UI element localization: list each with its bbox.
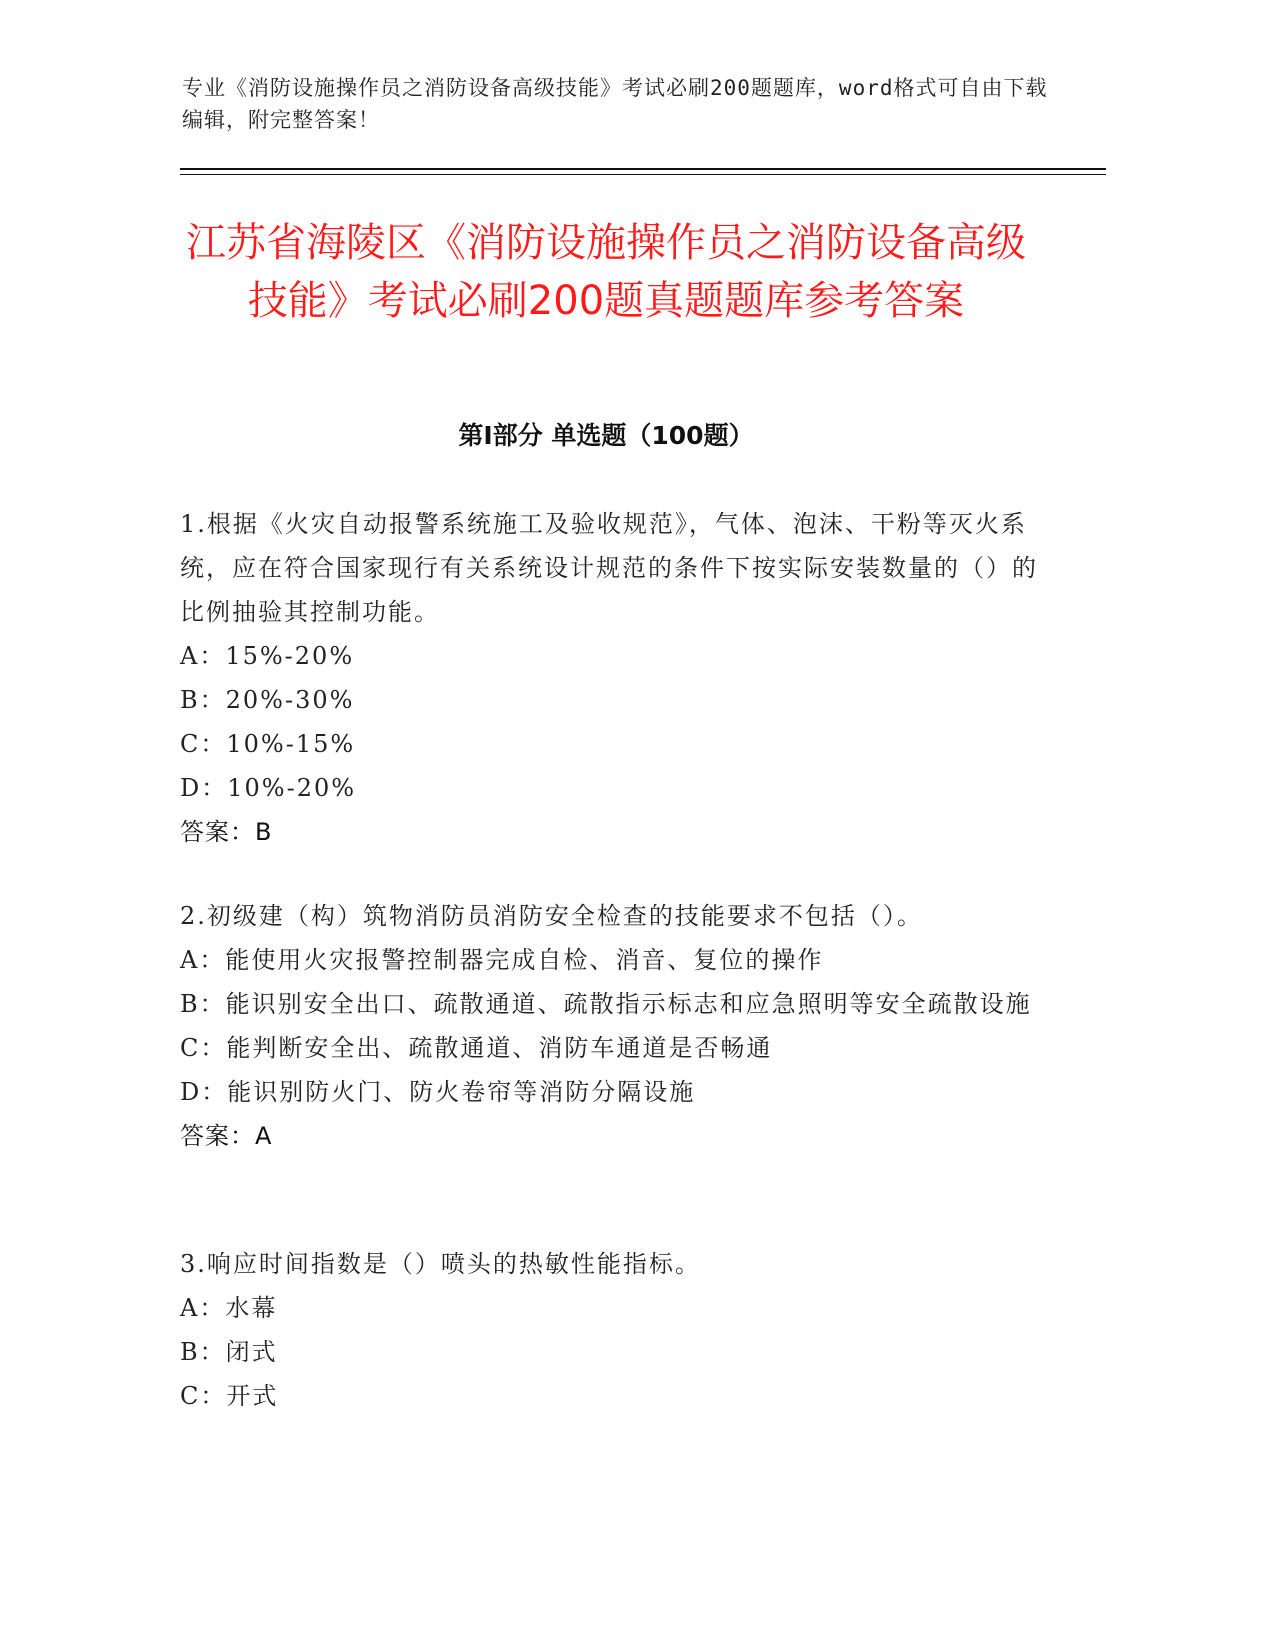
option-b: B：20%-30% [180, 686, 355, 714]
option-b: B：能识别安全出口、疏散通道、疏散指示标志和应急照明等安全疏散设施 [180, 990, 1032, 1018]
header-divider-thick [180, 168, 1106, 170]
question-stem: 2.初级建（构）筑物消防员消防安全检查的技能要求不包括（）。 [180, 902, 923, 930]
answer: 答案：B [180, 818, 273, 846]
question-3 [180, 1242, 1040, 1418]
document-title: 江苏省海陵区《消防设施操作员之消防设备高级技能》考试必刷200题真题题库参考答案 [186, 220, 1026, 324]
header-note: 专业《消防设施操作员之消防设备高级技能》考试必刷200题题库，word格式可自由下载编辑，附完整答案！ [182, 76, 1048, 132]
option-b: B：闭式 [180, 1338, 278, 1366]
question-stem: 3.响应时间指数是（）喷头的热敏性能指标。 [180, 1250, 701, 1278]
question-1 [180, 502, 1040, 854]
option-a: A：水幕 [180, 1294, 278, 1322]
option-a: A：能使用火灾报警控制器完成自检、消音、复位的操作 [180, 946, 824, 974]
section-title: 第I部分 单选题（100题） [458, 421, 754, 450]
header-divider-thin [180, 174, 1106, 175]
option-d: D：10%-20% [180, 774, 357, 802]
option-c: C：能判断安全出、疏散通道、消防车通道是否畅通 [180, 1034, 773, 1062]
answer: 答案：A [180, 1122, 273, 1150]
option-c: C：开式 [180, 1382, 279, 1410]
option-d: D：能识别防火门、防火卷帘等消防分隔设施 [180, 1078, 696, 1106]
option-a: A：15%-20% [180, 642, 355, 670]
question-2 [180, 894, 1040, 1158]
question-stem: 1.根据《火灾自动报警系统施工及验收规范》，气体、泡沫、干粉等灭火系统，应在符合国家现行有关系统设计规范的条件下按实际安装数量的（）的比例抽验其控制功能。 [180, 510, 1038, 626]
option-c: C：10%-15% [180, 730, 356, 758]
